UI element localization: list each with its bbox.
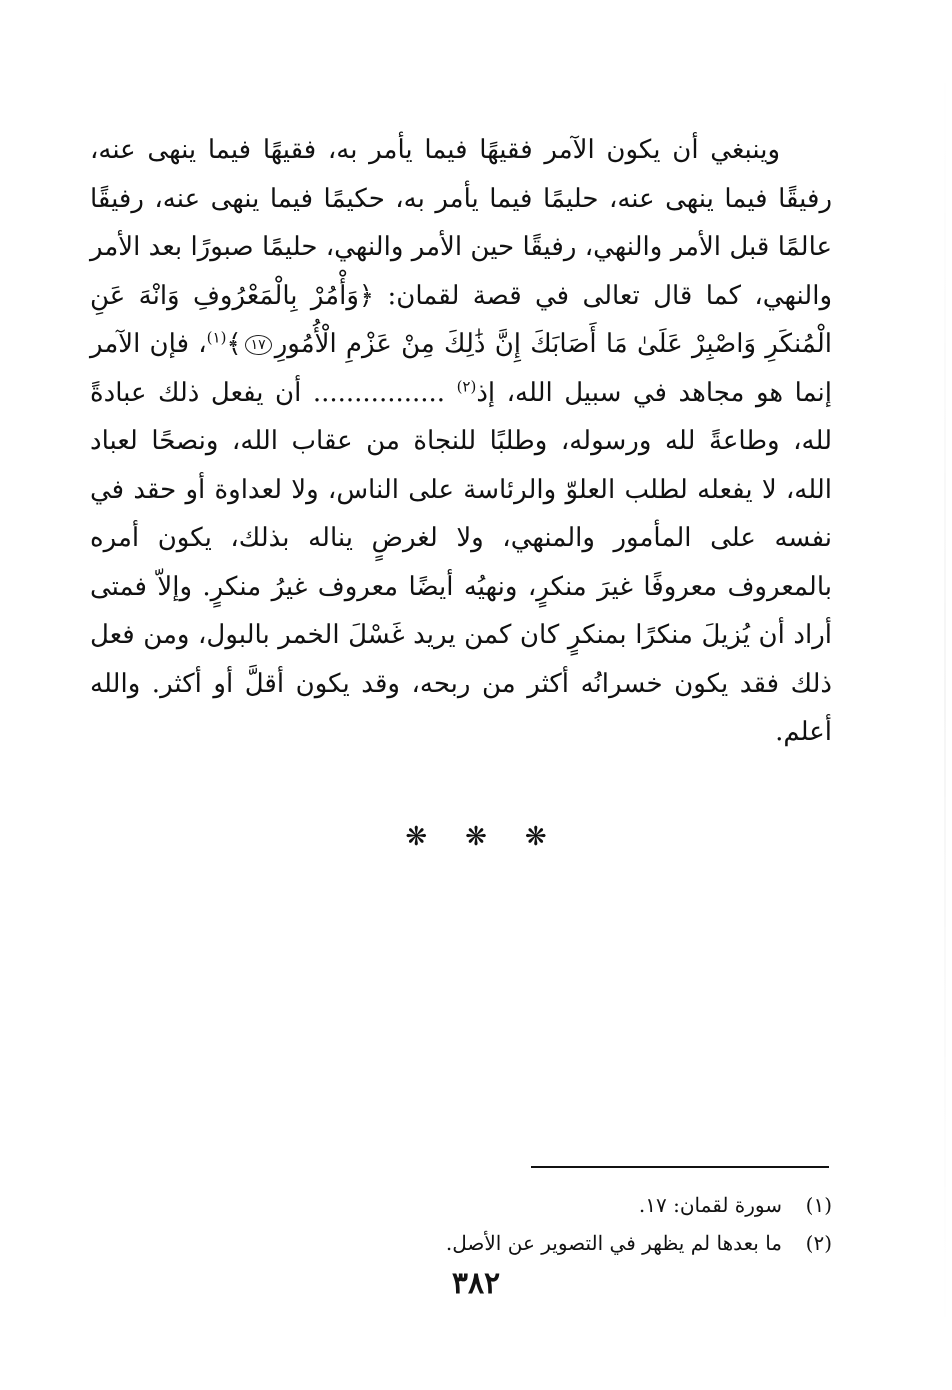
footnote-1 [132, 1186, 832, 1224]
footnote-ref-2: (٢) [456, 376, 477, 395]
footnote-marker: (٢) [805, 1231, 832, 1255]
footnote-divider-line [531, 1166, 829, 1168]
body-text-part2: ، فإن الآمر إنما هو مجاهد في سبيل الله، إذ [90, 329, 833, 408]
quran-verse: ﴿وَأْمُرْ بِالْمَعْرُوفِ وَانْهَ عَنِ الْمُنكَرِ وَاصْبِرْ عَلَىٰ مَا أَصَابَكَ إِنَّ ذَٰلِكَ مِنْ عَزْمِ الْأُمُورِ [90, 280, 832, 359]
page-number: ٣٨٢ [451, 1266, 501, 1301]
ayah-number-marker: ١٧ [245, 335, 272, 355]
footnote-2 [132, 1224, 832, 1262]
body-paragraph [90, 126, 832, 757]
quran-close-bracket: ﴾ [226, 329, 242, 359]
section-separator-stars: ❋❋❋ [405, 822, 585, 852]
missing-text-dots: ................ [312, 377, 446, 408]
footnotes-block [132, 1186, 832, 1262]
footnote-text: سورة لقمان: ١٧. [638, 1193, 782, 1217]
footnote-text: ما بعدها لم يظهر في التصوير عن الأصل. [445, 1231, 782, 1255]
footnote-ref-1: (١) [206, 328, 227, 347]
footnote-marker: (١) [805, 1193, 832, 1217]
body-text-part1: وينبغي أن يكون الآمر فقيهًا فيما يأمر به، فقيهًا فيما ينهى عنه، رفيقًا فيما ينهى عنه، حليمًا فيما يأمر به، حكيمًا فيما ينهى عنه، رفيقًا عالمًا قبل الأمر والنهي، رفيقًا حين الأمر والنهي، حليمًا صبورًا بعد الأمر والنهي، كما قال تعالى في قصة لقمان: [90, 135, 832, 311]
scan-edge-shadow [944, 50, 946, 1350]
body-text-part3: أن يفعل ذلك عبادةً لله، وطاعةً لله ورسوله، وطلبًا للنجاة من عقاب الله، ونصحًا لعباد الله، لا يفعله لطلب العلوّ والرئاسة على الناس، ولا لعداوة أو حقد في نفسه على المأمور والمنهي، ولا لغرضٍ يناله بذلك، يكون أمره بالمعروف معروفًا غيرَ منكرٍ، ونهيُه أيضًا معروف غيرُ منكرٍ. وإلاّ فمتى أراد أن يُزيلَ منكرًا بمنكرٍ كان كمن يريد غَسْلَ الخمر بالبول، ومن فعل ذلك فقد يكون خسرانُه أكثر من ربحه، وقد يكون أقلَّ أو أكثر. والله أعلم. [90, 377, 832, 747]
